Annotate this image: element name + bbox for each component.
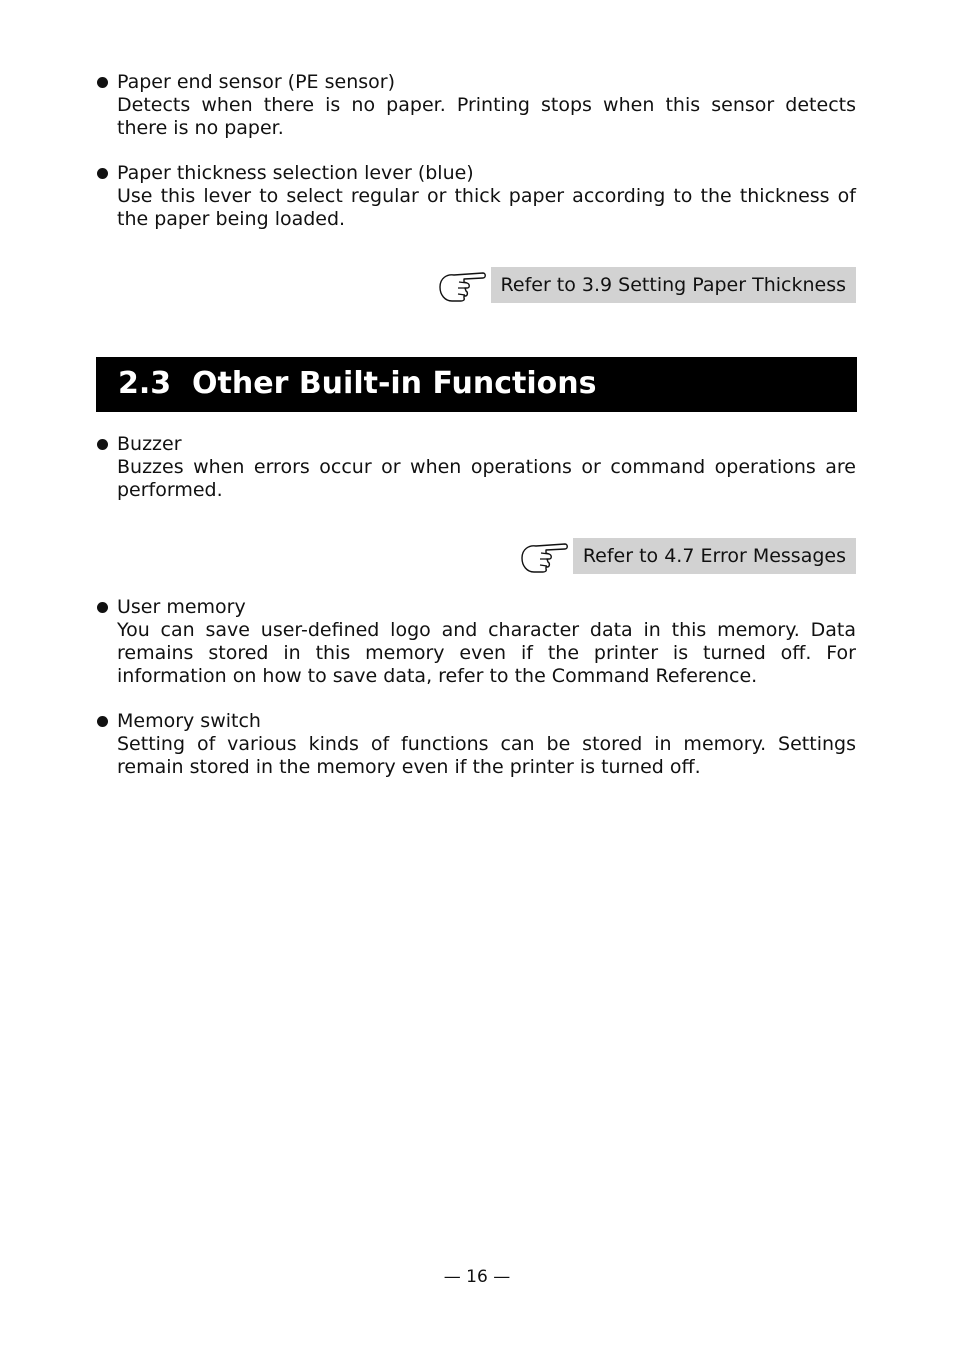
list-item-user-memory [96, 596, 856, 688]
list-item-buzzer [96, 433, 856, 502]
item-description: Detects when there is no paper. Printing stops when this sensor detects there is no paper. [117, 94, 856, 139]
item-description: You can save user-defined logo and character data in this memory. Data remains stored in this memory even if the printer is turned off. For information on how to save data, refer to the Command Reference. [117, 619, 856, 687]
bullet-icon [97, 716, 108, 727]
item-title: Paper end sensor (PE sensor) [117, 71, 395, 93]
reference-text: Refer to 3.9 Setting Paper Thickness [491, 267, 856, 303]
bullet-icon [97, 168, 108, 179]
section-heading [96, 357, 857, 412]
item-title: Paper thickness selection lever (blue) [117, 162, 474, 184]
item-description: Use this lever to select regular or thick paper according to the thickness of the paper being loaded. [117, 185, 856, 230]
bullet-icon [97, 77, 108, 88]
pointing-hand-icon [437, 267, 487, 303]
bullet-icon [97, 439, 108, 450]
pointing-hand-icon [519, 538, 569, 574]
list-item-thickness-lever [96, 162, 856, 231]
item-description: Buzzes when errors occur or when operations or command operations are performed. [117, 456, 856, 501]
list-item-memory-switch [96, 710, 856, 779]
section-title: 2.3 Other Built-in Functions [118, 366, 597, 401]
item-title: Buzzer [117, 433, 182, 455]
reference-note-paper-thickness [437, 267, 856, 303]
page-number: — 16 — [443, 1267, 511, 1287]
item-description: Setting of various kinds of functions can be stored in memory. Settings remain stored in the memory even if the printer is turned off. [117, 733, 856, 778]
reference-text: Refer to 4.7 Error Messages [573, 538, 856, 574]
reference-note-error-messages [519, 538, 856, 574]
item-title: User memory [117, 596, 246, 618]
list-item-pe-sensor [96, 71, 856, 140]
item-title: Memory switch [117, 710, 261, 732]
bullet-icon [97, 602, 108, 613]
